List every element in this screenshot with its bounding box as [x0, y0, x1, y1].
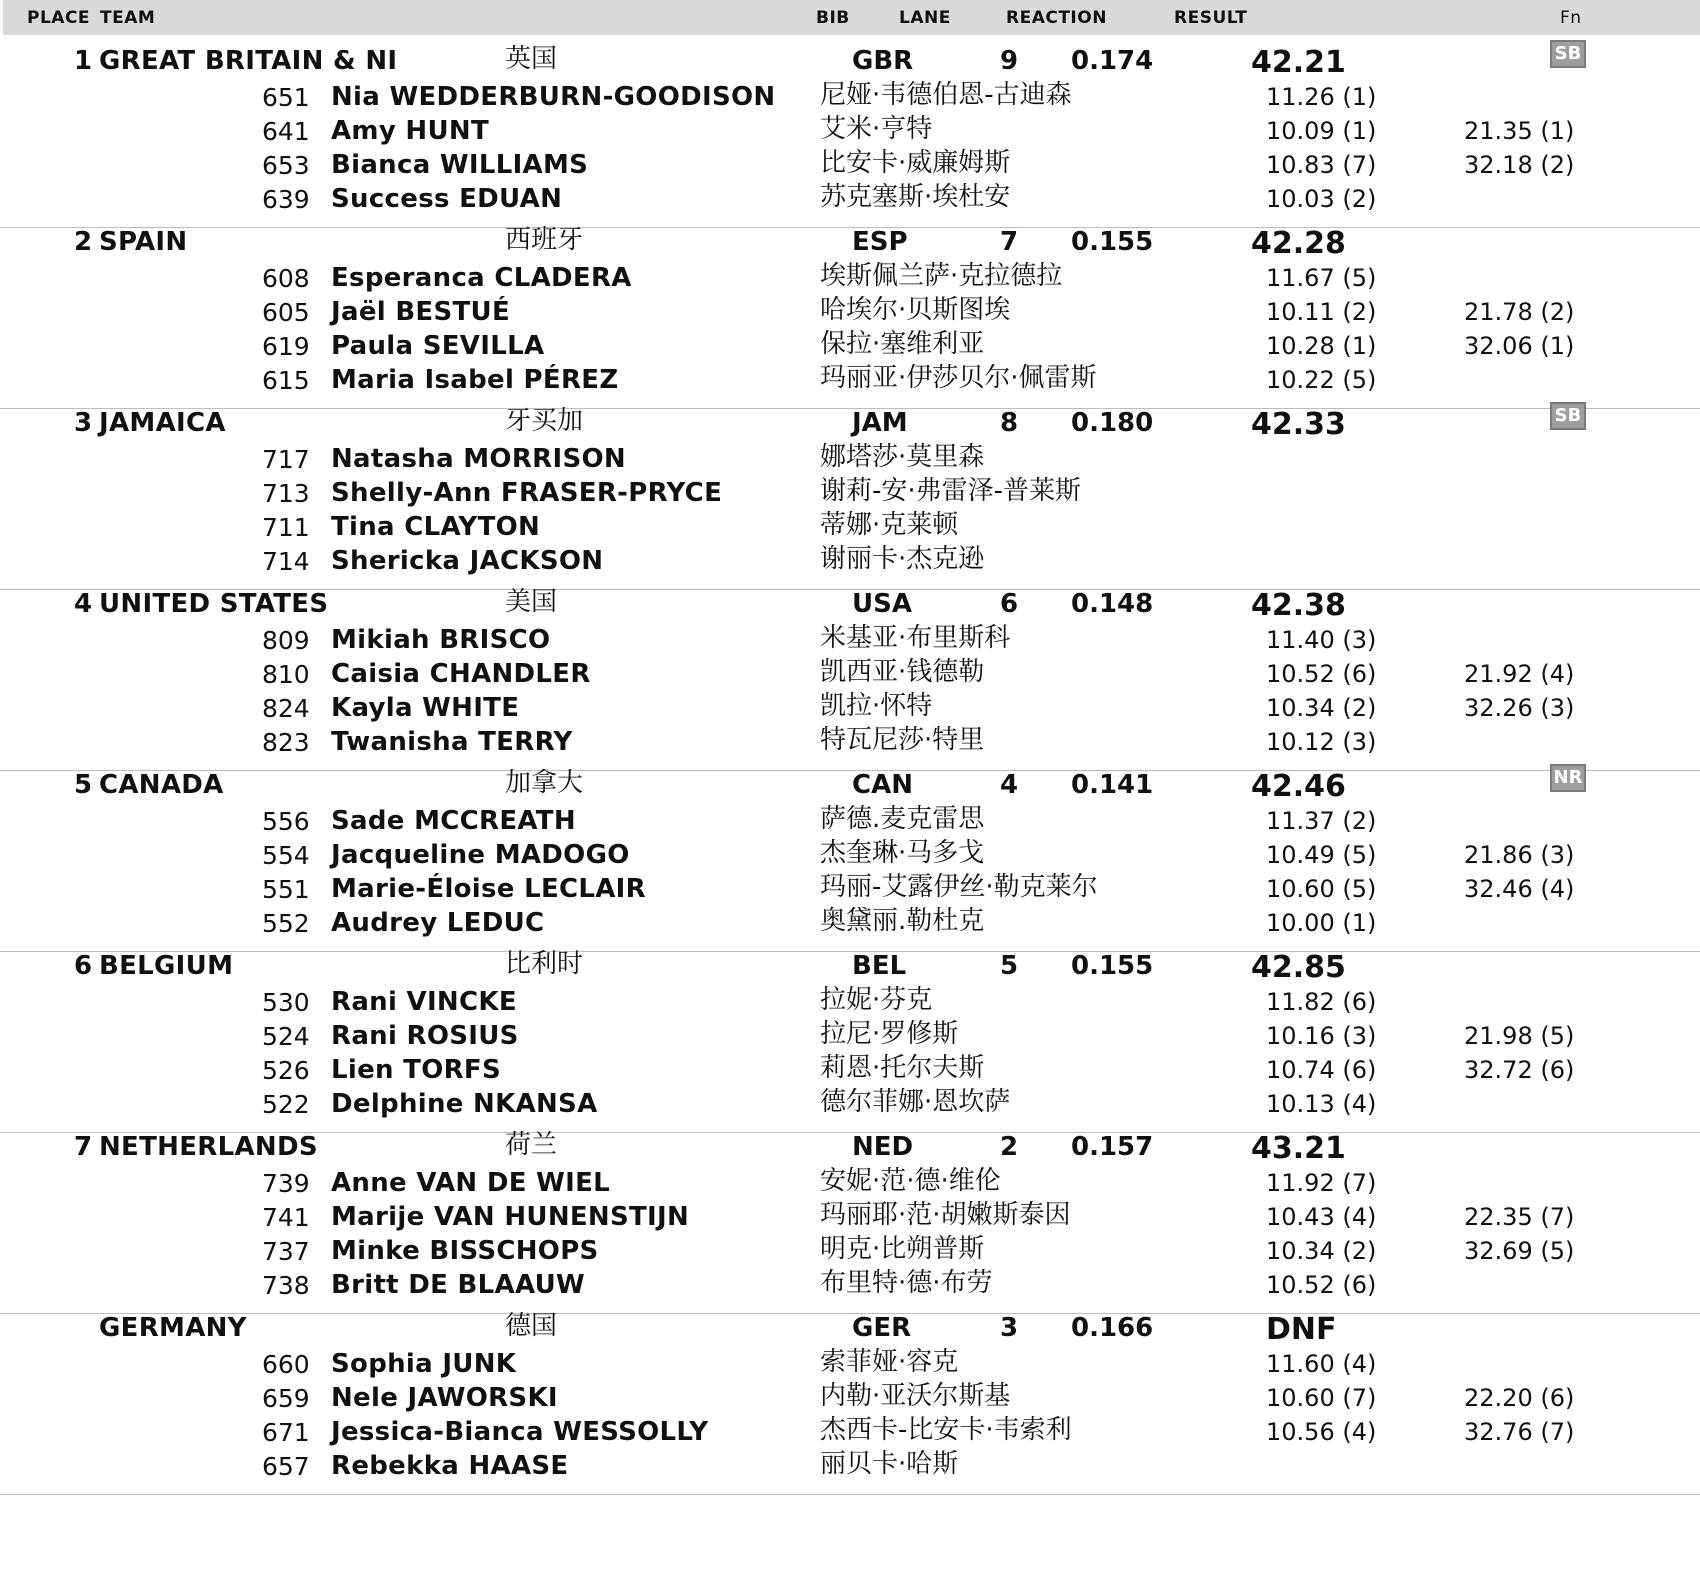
header-bib: BIB [816, 8, 850, 28]
runner-name: Britt DE BLAAUW [331, 1270, 585, 1300]
runner-row [0, 542, 1700, 578]
runner-name-chinese: 比安卡·威廉姆斯 [820, 148, 1011, 178]
runner-name-chinese: 布里特·德·布劳 [820, 1268, 993, 1298]
team-name-chinese: 英国 [505, 44, 558, 74]
runner-bib: 711 [262, 513, 310, 542]
runner-row [0, 689, 1700, 725]
runner-name-chinese: 保拉·塞维利亚 [820, 329, 985, 359]
runner-split: 10.16 (3) [1266, 1022, 1377, 1050]
team-name-chinese: 加拿大 [505, 768, 584, 798]
runner-row [0, 983, 1700, 1019]
header-result: RESULT [1174, 8, 1248, 28]
runner-name: Sade MCCREATH [331, 806, 576, 836]
runner-bib: 823 [262, 728, 310, 757]
team-code: NED [852, 1132, 914, 1162]
runner-name-chinese: 哈埃尔·贝斯图埃 [820, 295, 1011, 325]
runner-row [0, 474, 1700, 510]
team-result: 42.46 [1251, 769, 1346, 804]
team-lane: 9 [1000, 46, 1019, 76]
runner-name-chinese: 内勒·亚沃尔斯基 [820, 1381, 1011, 1411]
runner-name: Paula SEVILLA [331, 331, 545, 361]
runner-bib: 824 [262, 694, 310, 723]
runner-split: 10.22 (5) [1266, 366, 1377, 394]
team-block [0, 216, 1700, 409]
runner-row [0, 1198, 1700, 1234]
runner-bib: 619 [262, 332, 310, 361]
runner-name-chinese: 艾米·亨特 [820, 114, 933, 144]
runner-name: Maria Isabel PÉREZ [331, 365, 619, 395]
runner-bib: 741 [262, 1203, 310, 1232]
runner-name-chinese: 谢莉-安·弗雷泽-普莱斯 [820, 476, 1082, 506]
team-code: BEL [852, 951, 907, 981]
header-fn: Fn [1560, 8, 1582, 28]
runner-row [0, 1266, 1700, 1302]
runner-bib: 738 [262, 1271, 310, 1300]
runner-name: Shelly-Ann FRASER-PRYCE [331, 478, 723, 508]
team-place: 7 [74, 1132, 93, 1162]
team-name-chinese: 荷兰 [505, 1130, 558, 1160]
runner-cumulative: 21.78 (2) [1464, 298, 1575, 326]
team-place: 6 [74, 951, 93, 981]
runner-name-chinese: 萨德.麦克雷思 [820, 804, 985, 834]
runner-split: 10.34 (2) [1266, 1237, 1377, 1265]
team-name: GREAT BRITAIN & NI [99, 46, 398, 76]
runner-name-chinese: 特瓦尼莎·特里 [820, 725, 985, 755]
runner-bib: 605 [262, 298, 310, 327]
runner-split: 11.60 (4) [1266, 1350, 1377, 1378]
team-block [0, 759, 1700, 952]
team-name-chinese: 德国 [505, 1311, 558, 1341]
runner-split: 10.83 (7) [1266, 151, 1377, 179]
runner-split: 11.92 (7) [1266, 1169, 1377, 1197]
runner-split: 11.26 (1) [1266, 83, 1377, 111]
runner-name: Audrey LEDUC [331, 908, 545, 938]
runner-name-chinese: 埃斯佩兰萨·克拉德拉 [820, 261, 1063, 291]
team-lane: 8 [1000, 408, 1019, 438]
runner-name: Caisia CHANDLER [331, 659, 591, 689]
runner-cumulative: 32.46 (4) [1464, 875, 1575, 903]
team-code: ESP [852, 227, 908, 257]
runner-row [0, 1447, 1700, 1483]
runner-split: 10.28 (1) [1266, 332, 1377, 360]
runner-name-chinese: 米基亚·布里斯科 [820, 623, 1011, 653]
team-reaction: 0.180 [1071, 408, 1154, 438]
runner-name-chinese: 德尔菲娜·恩坎萨 [820, 1087, 1011, 1117]
runner-name-chinese: 丽贝卡·哈斯 [820, 1449, 959, 1479]
column-header-bar [3, 0, 1700, 35]
runner-name-chinese: 玛丽亚·伊莎贝尔·佩雷斯 [820, 363, 1097, 393]
runner-name: Lien TORFS [331, 1055, 502, 1085]
runner-row [0, 870, 1700, 906]
runner-row [0, 621, 1700, 657]
runner-row [0, 1051, 1700, 1087]
runner-split: 10.74 (6) [1266, 1056, 1377, 1084]
runner-name: Jaël BESTUÉ [331, 297, 511, 327]
runner-bib: 653 [262, 151, 310, 180]
team-divider [0, 1494, 1700, 1495]
runner-bib: 810 [262, 660, 310, 689]
runner-name: Bianca WILLIAMS [331, 150, 589, 180]
team-code: GBR [852, 46, 914, 76]
runner-cumulative: 32.76 (7) [1464, 1418, 1575, 1446]
runner-cumulative: 21.92 (4) [1464, 660, 1575, 688]
team-reaction: 0.155 [1071, 227, 1154, 257]
runner-row [0, 327, 1700, 363]
runner-name-chinese: 娜塔莎·莫里森 [820, 442, 985, 472]
runner-row [0, 1413, 1700, 1449]
runner-row [0, 180, 1700, 216]
runner-row [0, 655, 1700, 691]
runner-name: Tina CLAYTON [331, 512, 541, 542]
team-code: GER [852, 1313, 912, 1343]
team-lane: 5 [1000, 951, 1019, 981]
team-result: 42.85 [1251, 950, 1346, 985]
runner-name: Natasha MORRISON [331, 444, 626, 474]
header-reaction: REACTION [1006, 8, 1107, 28]
runner-name-chinese: 谢丽卡·杰克逊 [820, 544, 985, 574]
runner-name: Twanisha TERRY [331, 727, 573, 757]
runner-name: Marije VAN HUNENSTIJN [331, 1202, 690, 1232]
runner-cumulative: 32.18 (2) [1464, 151, 1575, 179]
runner-row [0, 836, 1700, 872]
team-result: 42.21 [1251, 45, 1346, 80]
team-name: JAMAICA [99, 408, 226, 438]
runner-cumulative: 21.98 (5) [1464, 1022, 1575, 1050]
runner-bib: 615 [262, 366, 310, 395]
team-lane: 2 [1000, 1132, 1019, 1162]
team-result: 42.38 [1251, 588, 1346, 623]
runner-bib: 554 [262, 841, 310, 870]
runner-row [0, 259, 1700, 295]
runner-split: 11.67 (5) [1266, 264, 1377, 292]
team-reaction: 0.148 [1071, 589, 1154, 619]
runner-bib: 659 [262, 1384, 310, 1413]
runner-bib: 671 [262, 1418, 310, 1447]
header-team: TEAM [100, 8, 156, 28]
runner-row [0, 146, 1700, 182]
team-result: DNF [1266, 1312, 1337, 1347]
team-lane: 7 [1000, 227, 1019, 257]
runner-bib: 641 [262, 117, 310, 146]
runner-row [0, 508, 1700, 544]
runner-name: Anne VAN DE WIEL [331, 1168, 610, 1198]
team-place: 1 [74, 46, 93, 76]
runner-row [0, 112, 1700, 148]
team-result: 42.28 [1251, 226, 1346, 261]
team-code: USA [852, 589, 912, 619]
runner-bib: 717 [262, 445, 310, 474]
runner-name: Jacqueline MADOGO [331, 840, 630, 870]
runner-bib: 522 [262, 1090, 310, 1119]
runner-row [0, 723, 1700, 759]
record-badge: SB [1550, 40, 1586, 68]
runner-name-chinese: 莉恩·托尔夫斯 [820, 1053, 985, 1083]
runner-bib: 809 [262, 626, 310, 655]
runner-bib: 608 [262, 264, 310, 293]
runner-split: 10.43 (4) [1266, 1203, 1377, 1231]
team-name-chinese: 美国 [505, 587, 558, 617]
runner-row [0, 1345, 1700, 1381]
team-place: 4 [74, 589, 93, 619]
runner-name: Mikiah BRISCO [331, 625, 551, 655]
record-badge: NR [1550, 764, 1586, 792]
team-reaction: 0.174 [1071, 46, 1154, 76]
runner-name: Rani VINCKE [331, 987, 517, 1017]
runner-name: Amy HUNT [331, 116, 489, 146]
team-name: GERMANY [99, 1313, 247, 1343]
team-lane: 3 [1000, 1313, 1019, 1343]
runner-name: Rani ROSIUS [331, 1021, 519, 1051]
team-code: CAN [852, 770, 913, 800]
runner-name-chinese: 苏克塞斯·埃杜安 [820, 182, 1011, 212]
team-name: BELGIUM [99, 951, 234, 981]
team-reaction: 0.166 [1071, 1313, 1154, 1343]
team-name: SPAIN [99, 227, 188, 257]
team-lane: 6 [1000, 589, 1019, 619]
team-code: JAM [852, 408, 908, 438]
runner-name-chinese: 拉妮·芬克 [820, 985, 933, 1015]
runner-name-chinese: 杰西卡-比安卡·韦索利 [820, 1415, 1072, 1445]
team-block [0, 1121, 1700, 1314]
runner-split: 10.52 (6) [1266, 1271, 1377, 1299]
runner-name-chinese: 凯西亚·钱德勒 [820, 657, 985, 687]
team-block [0, 578, 1700, 771]
runner-split: 10.56 (4) [1266, 1418, 1377, 1446]
team-lane: 4 [1000, 770, 1019, 800]
team-name: NETHERLANDS [99, 1132, 318, 1162]
runner-bib: 524 [262, 1022, 310, 1051]
runner-name: Minke BISSCHOPS [331, 1236, 599, 1266]
runner-name-chinese: 凯拉·怀特 [820, 691, 933, 721]
runner-split: 10.13 (4) [1266, 1090, 1377, 1118]
runner-row [0, 1164, 1700, 1200]
team-result: 42.33 [1251, 407, 1346, 442]
team-place: 5 [74, 770, 93, 800]
team-reaction: 0.157 [1071, 1132, 1154, 1162]
runner-name-chinese: 玛丽耶·范·胡嫩斯泰因 [820, 1200, 1071, 1230]
runner-name: Shericka JACKSON [331, 546, 604, 576]
runner-row [0, 1017, 1700, 1053]
runner-cumulative: 32.69 (5) [1464, 1237, 1575, 1265]
team-name-chinese: 牙买加 [505, 406, 584, 436]
runner-name: Rebekka HAASE [331, 1451, 569, 1481]
team-name: CANADA [99, 770, 224, 800]
runner-row [0, 78, 1700, 114]
record-badge: SB [1550, 402, 1586, 430]
runner-row [0, 361, 1700, 397]
runner-name-chinese: 杰奎琳·马多戈 [820, 838, 985, 868]
runner-name-chinese: 索菲娅·容克 [820, 1347, 959, 1377]
team-block [0, 940, 1700, 1133]
runner-bib: 714 [262, 547, 310, 576]
runner-row [0, 1085, 1700, 1121]
runner-cumulative: 21.86 (3) [1464, 841, 1575, 869]
team-block [0, 1302, 1700, 1495]
runner-split: 10.52 (6) [1266, 660, 1377, 688]
runner-name-chinese: 尼娅·韦德伯恩-古迪森 [820, 80, 1072, 110]
header-lane: LANE [899, 8, 951, 28]
runner-name: Success EDUAN [331, 184, 563, 214]
runner-cumulative: 32.06 (1) [1464, 332, 1575, 360]
runner-bib: 713 [262, 479, 310, 508]
runner-bib: 556 [262, 807, 310, 836]
runner-split: 11.37 (2) [1266, 807, 1377, 835]
runner-row [0, 1232, 1700, 1268]
runner-bib: 551 [262, 875, 310, 904]
header-place: PLACE [27, 8, 91, 28]
runner-split: 11.40 (3) [1266, 626, 1377, 654]
runner-split: 10.11 (2) [1266, 298, 1377, 326]
runner-bib: 651 [262, 83, 310, 112]
runner-bib: 639 [262, 185, 310, 214]
runner-split: 10.60 (7) [1266, 1384, 1377, 1412]
runner-name: Nele JAWORSKI [331, 1383, 558, 1413]
runner-bib: 530 [262, 988, 310, 1017]
runner-row [0, 293, 1700, 329]
runner-split: 10.09 (1) [1266, 117, 1377, 145]
runner-split: 10.00 (1) [1266, 909, 1377, 937]
runner-name: Kayla WHITE [331, 693, 520, 723]
runner-name: Nia WEDDERBURN-GOODISON [331, 82, 776, 112]
runner-row [0, 904, 1700, 940]
team-block [0, 397, 1700, 590]
team-block [0, 35, 1700, 228]
team-place: 2 [74, 227, 93, 257]
runner-split: 10.12 (3) [1266, 728, 1377, 756]
runner-row [0, 802, 1700, 838]
runner-bib: 526 [262, 1056, 310, 1085]
runner-name-chinese: 奥黛丽.勒杜克 [820, 906, 985, 936]
runner-name-chinese: 明克·比朔普斯 [820, 1234, 985, 1264]
runner-bib: 737 [262, 1237, 310, 1266]
team-place: 3 [74, 408, 93, 438]
runner-name: Marie-Éloise LECLAIR [331, 874, 646, 904]
runner-name: Sophia JUNK [331, 1349, 517, 1379]
runner-row [0, 1379, 1700, 1415]
runner-name: Delphine NKANSA [331, 1089, 598, 1119]
team-result: 43.21 [1251, 1131, 1346, 1166]
runner-split: 10.49 (5) [1266, 841, 1377, 869]
runner-name: Esperanca CLADERA [331, 263, 632, 293]
runner-bib: 739 [262, 1169, 310, 1198]
runner-cumulative: 32.72 (6) [1464, 1056, 1575, 1084]
runner-split: 10.03 (2) [1266, 185, 1377, 213]
runner-bib: 660 [262, 1350, 310, 1379]
runner-split: 11.82 (6) [1266, 988, 1377, 1016]
runner-cumulative: 22.20 (6) [1464, 1384, 1575, 1412]
runner-cumulative: 22.35 (7) [1464, 1203, 1575, 1231]
runner-name: Jessica-Bianca WESSOLLY [331, 1417, 709, 1447]
runner-name-chinese: 安妮·范·德·维伦 [820, 1166, 1001, 1196]
runner-name-chinese: 拉尼·罗修斯 [820, 1019, 959, 1049]
team-reaction: 0.155 [1071, 951, 1154, 981]
runner-row [0, 440, 1700, 476]
team-reaction: 0.141 [1071, 770, 1154, 800]
runner-split: 10.34 (2) [1266, 694, 1377, 722]
team-name-chinese: 西班牙 [505, 225, 584, 255]
runner-name-chinese: 玛丽-艾露伊丝·勒克莱尔 [820, 872, 1098, 902]
runner-cumulative: 21.35 (1) [1464, 117, 1575, 145]
runner-name-chinese: 蒂娜·克莱顿 [820, 510, 959, 540]
team-name-chinese: 比利时 [505, 949, 584, 979]
runner-bib: 657 [262, 1452, 310, 1481]
team-name: UNITED STATES [99, 589, 329, 619]
runner-cumulative: 32.26 (3) [1464, 694, 1575, 722]
runner-bib: 552 [262, 909, 310, 938]
runner-split: 10.60 (5) [1266, 875, 1377, 903]
